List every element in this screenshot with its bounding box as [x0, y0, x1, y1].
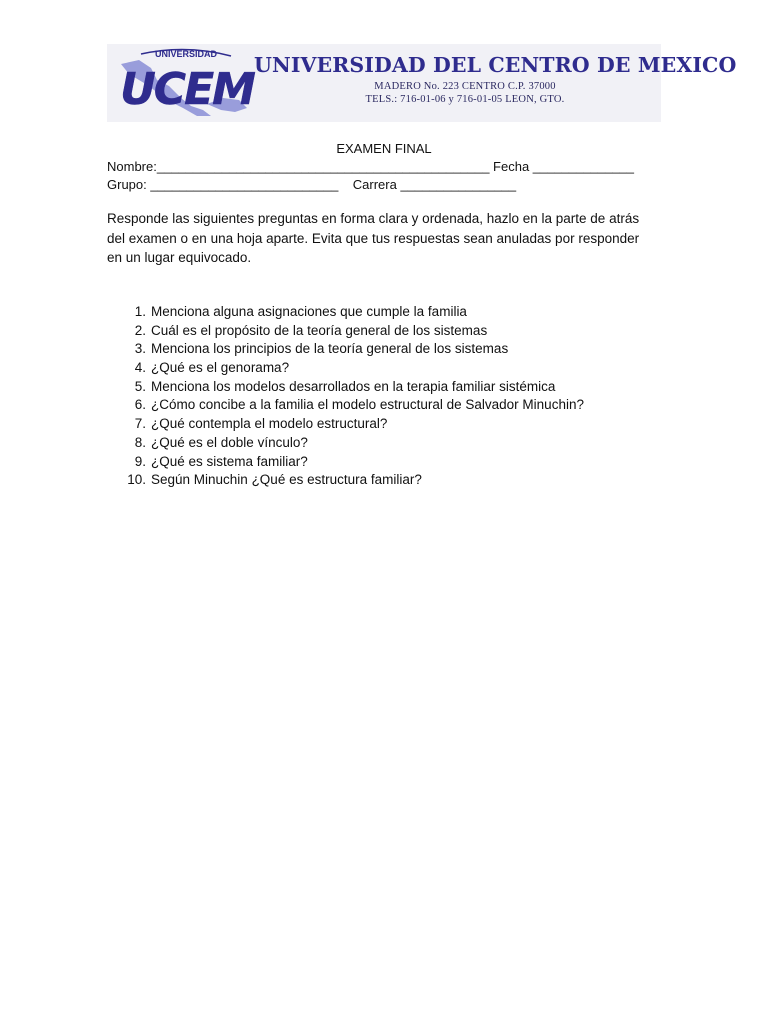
letterhead — [107, 44, 737, 122]
question-number: 10. — [127, 472, 146, 488]
instructions — [107, 209, 667, 268]
question-text: ¿Qué es sistema familiar? — [151, 453, 308, 469]
logo-text: UCEM — [120, 64, 254, 115]
question-text: ¿Qué es el doble vínculo? — [151, 434, 308, 450]
instructions-line: Responde las siguientes preguntas en forma clara y ordenada, hazlo en la parte de atrás — [107, 211, 640, 226]
question-item — [118, 340, 678, 359]
question-number: 2. — [134, 322, 146, 338]
exam-title: EXAMEN FINAL — [336, 141, 432, 156]
name-date-line: Nombre:______________________________________________ Fecha ______________ — [107, 159, 635, 174]
question-text: ¿Qué es el genorama? — [151, 360, 290, 376]
question-text: Menciona los principios de la teoría general de los sistemas — [151, 341, 509, 357]
question-number: 1. — [134, 304, 146, 319]
question-item — [118, 396, 678, 415]
university-name: UNIVERSIDAD DEL CENTRO DE MEXICO — [254, 53, 737, 77]
question-text: Menciona alguna asignaciones que cumple la familia — [151, 304, 467, 319]
question-number: 5. — [134, 378, 146, 394]
question-list — [118, 303, 678, 490]
question-number: 9. — [134, 453, 146, 469]
question-item — [118, 378, 678, 397]
question-number: 6. — [134, 397, 146, 413]
question-text: ¿Cómo concibe a la familia el modelo estructural de Salvador Minuchin? — [151, 397, 584, 413]
question-item — [118, 303, 678, 322]
question-text: ¿Qué contempla el modelo estructural? — [151, 416, 388, 432]
question-item — [118, 415, 678, 434]
question-text: Según Minuchin ¿Qué es estructura familiar? — [151, 472, 422, 488]
question-item — [118, 453, 678, 472]
question-number: 3. — [134, 341, 146, 357]
question-number: 4. — [134, 360, 146, 376]
question-item — [118, 471, 678, 490]
instructions-line: en un lugar equivocado. — [107, 250, 252, 265]
question-text: Menciona los modelos desarrollados en la terapia familiar sistémica — [151, 378, 556, 394]
instructions-line: del examen o en una hoja aparte. Evita que tus respuestas sean anuladas por responder — [107, 230, 640, 246]
logo-top-text: UNIVERSIDAD — [154, 49, 218, 59]
ucem-logo — [111, 46, 261, 120]
phone-line: TELS.: 716-01-06 y 716-01-05 LEON, GTO. — [365, 94, 565, 105]
group-career-line: Grupo: __________________________ Carrera ________________ — [107, 177, 517, 192]
question-item — [118, 359, 678, 378]
question-number: 8. — [134, 434, 146, 450]
question-item — [118, 322, 678, 341]
address-line: MADERO No. 223 CENTRO C.P. 37000 — [374, 81, 556, 92]
question-number: 7. — [134, 416, 146, 432]
question-item — [118, 434, 678, 453]
question-text: Cuál es el propósito de la teoría general de los sistemas — [151, 322, 488, 338]
